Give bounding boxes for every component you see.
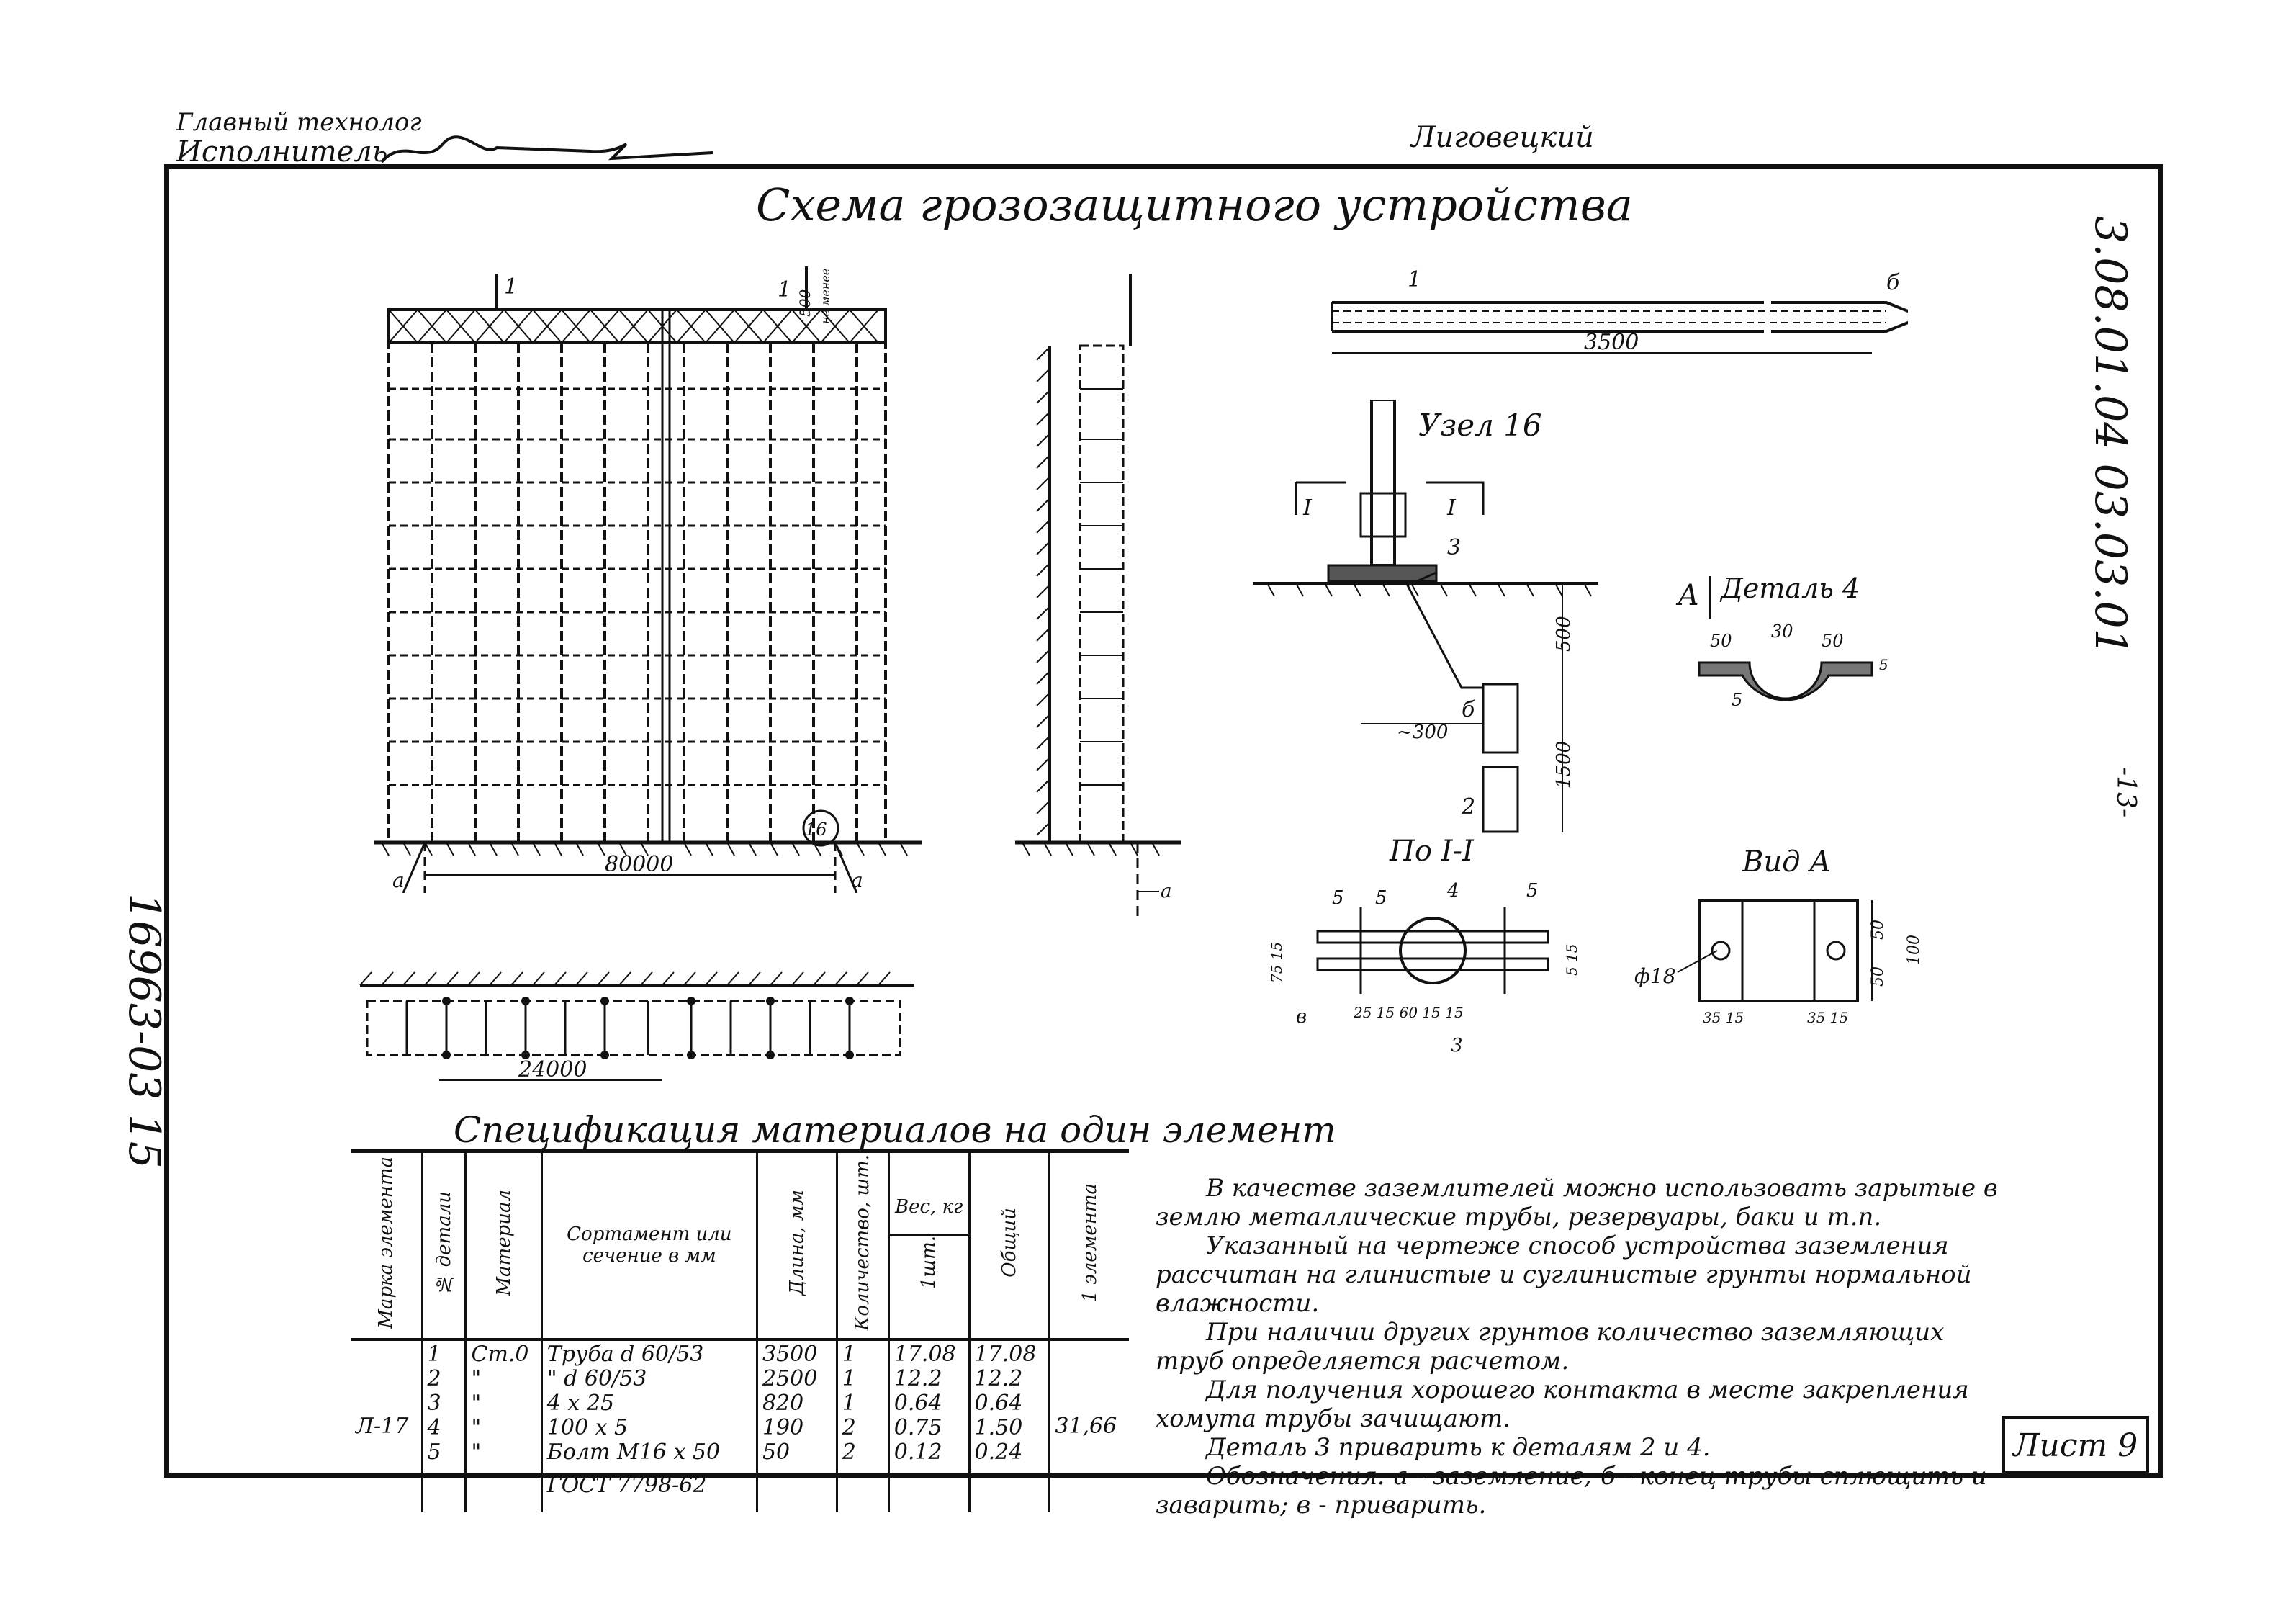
node-16-drawing: [1253, 400, 1656, 846]
view-a-hole: ф18: [1634, 964, 1676, 988]
detail-view-mark: А: [1678, 579, 1700, 612]
drawing-title: Схема грозозащитного устройства: [756, 179, 1633, 231]
sheet-number: Лист 9: [2002, 1416, 2149, 1475]
spec-lengths: 3500 2500 820 190 50: [757, 1339, 837, 1512]
node-offset-dim: ~300: [1397, 722, 1449, 743]
spec-details: 1 2 3 4 5: [422, 1339, 466, 1512]
detail-dim-2: 30: [1771, 621, 1793, 642]
col-assortment: Сортамент или сечение в мм: [541, 1152, 757, 1339]
spec-mark: Л-17: [356, 1414, 409, 1440]
detail-dim-side: 5: [1879, 656, 1888, 673]
tower-elevation: [374, 266, 922, 893]
spec-weight-element: 31,66: [1050, 1339, 1129, 1512]
section-title: По I-I: [1390, 835, 1474, 868]
view-a-dim-50a: 50: [1869, 920, 1887, 940]
rod-callout: 1: [1408, 267, 1422, 292]
archive-number: 16963-03 15: [119, 893, 169, 1169]
note-2: Указанный на чертеже способ устройства заземления рассчитан на глинистые и суглинистые грунты нормальной влажности.: [1156, 1231, 1972, 1318]
spec-table: [351, 1149, 1129, 1512]
note-4: Для получения хорошего контакта в месте закрепления хомута трубы зачищают.: [1156, 1375, 1969, 1433]
section-mark-left: I: [1303, 495, 1312, 521]
view-a-drawing: [1627, 843, 1944, 1037]
section-dim-left: 75 15: [1268, 941, 1285, 983]
notes-block: [1156, 1174, 1998, 1520]
note-3: При наличии других грунтов количество заземляющих труб определяется расчетом.: [1156, 1318, 1945, 1375]
view-a-dim-100: 100: [1905, 935, 1923, 965]
detail-dim-3: 50: [1822, 631, 1844, 651]
node-callout: 16: [805, 820, 827, 840]
section-I-I-drawing: [1260, 832, 1598, 1055]
section-callout-v: в: [1296, 1006, 1307, 1028]
node-callout-3: 3: [1447, 535, 1462, 560]
drawing-code-line1: 3.08.01.04: [2085, 216, 2135, 450]
drawing-code: [2085, 216, 2135, 656]
note-6: Обозначения: а - заземление; б - конец трубы сплющить и заварить; в - приварить.: [1156, 1462, 1987, 1520]
col-mark: Марка элемента: [351, 1152, 422, 1339]
view-a-dim-50b: 50: [1869, 966, 1887, 987]
col-weight-total: Общий: [969, 1152, 1050, 1339]
rod-height-note: не менее: [819, 268, 832, 324]
view-a-title: Вид А: [1742, 845, 1832, 879]
spec-assortment: Труба d 60/53 " d 60/53 4 x 25 100 x 5 Болт М16 х 50 ГОСТ 7798-62: [541, 1339, 757, 1512]
node-title: Узел 16: [1418, 408, 1542, 443]
detail-callout-5: 5: [1732, 690, 1743, 710]
spec-weight-total: 17.08 12.2 0.64 1.50 0.24: [969, 1339, 1050, 1512]
detail-4-drawing: [1670, 562, 1908, 749]
spec-qty: 1 1 1 2 2: [837, 1339, 888, 1512]
section-callout-5a: 5: [1332, 887, 1344, 909]
col-weight-one: Вес, кг 1шт.: [888, 1152, 969, 1339]
view-a-dim-br: 35 15: [1807, 1009, 1849, 1026]
section-dim-right: 5 15: [1563, 943, 1580, 976]
ground-a-right: а: [851, 868, 863, 892]
section-callout-5c: 5: [1526, 880, 1539, 902]
node-depth-dim: 500: [1553, 616, 1575, 652]
rod-length-dim: 3500: [1584, 330, 1639, 355]
ground-a-left: а: [392, 868, 405, 892]
note-5: Деталь 3 приварить к деталям 2 и 4.: [1206, 1433, 1711, 1462]
side-ground-a: а: [1161, 881, 1172, 902]
section-mark-right: I: [1447, 495, 1456, 521]
spec-materials: Ст.0 " " " ": [466, 1339, 541, 1512]
span-length-dim: 80000: [605, 852, 674, 877]
section-callout-4: 4: [1447, 880, 1459, 902]
chief-technologist-label: Главный технолог: [176, 108, 422, 137]
rod-callout-left: 1: [504, 274, 518, 300]
node-callout-b: б: [1462, 697, 1475, 722]
section-callout-3: 3: [1451, 1035, 1463, 1055]
section-callout-5b: 5: [1375, 887, 1387, 909]
spec-title: Спецификация материалов на один элемент: [454, 1109, 1336, 1151]
col-length: Длина, мм: [757, 1152, 837, 1339]
reviewer-label: Лиговецкий: [1411, 121, 1594, 154]
col-qty: Количество, шт.: [837, 1152, 888, 1339]
executor-label: Исполнитель: [176, 135, 388, 169]
col-detail-no: № детали: [422, 1152, 466, 1339]
detail-dim-1: 50: [1710, 631, 1732, 651]
ground-rod-drawing: [1318, 266, 1908, 374]
drawing-code-line2: 03.03.01: [2085, 463, 2135, 656]
col-weight-elem: 1 элемента: [1050, 1152, 1129, 1339]
spec-weight-one: 17.08 12.2 0.64 0.75 0.12: [888, 1339, 969, 1512]
rod-end-callout: б: [1886, 270, 1900, 295]
rod-callout-right: 1: [778, 277, 792, 302]
tower-side-view: [1008, 266, 1195, 936]
plan-width-dim: 24000: [518, 1057, 587, 1082]
node-rod-dim: 1500: [1553, 740, 1575, 789]
page-number: -13-: [2111, 767, 2140, 818]
detail-4-title: Деталь 4: [1721, 573, 1860, 604]
rod-height-dim: 500: [796, 289, 814, 317]
section-dim-bottom: 25 15 60 15 15: [1354, 1004, 1464, 1021]
tower-plan-view: [353, 965, 929, 1102]
view-a-dim-bl: 35 15: [1703, 1009, 1744, 1026]
node-callout-2: 2: [1462, 794, 1476, 820]
col-material: Материал: [466, 1152, 541, 1339]
note-1: В качестве заземлителей можно использовать зарытые в землю металлические трубы, резервуары, баки и т.п.: [1156, 1174, 1998, 1231]
